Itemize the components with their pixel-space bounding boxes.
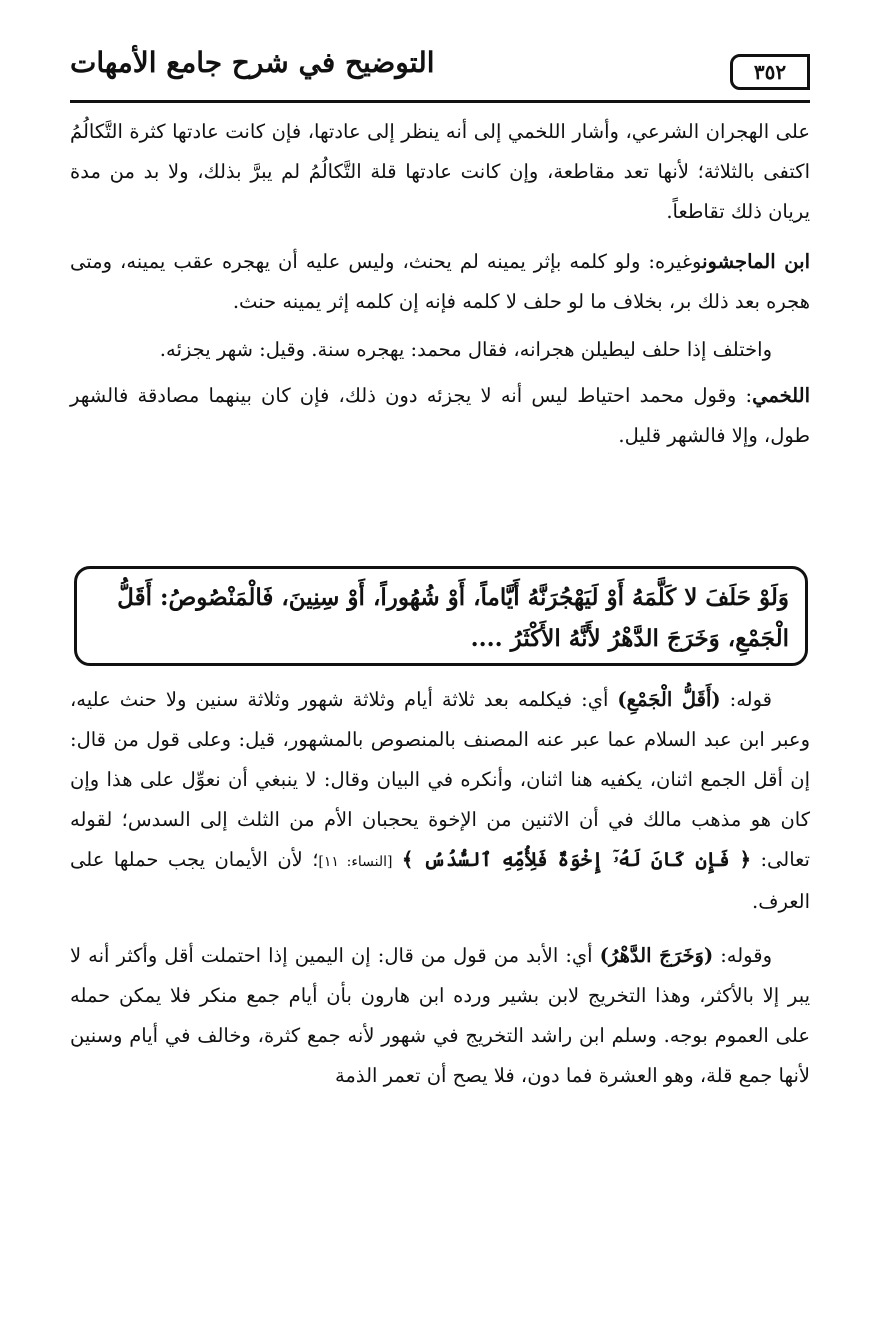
quran-verse: ﴿ فَإِن كَانَ لَهُۥٓ إِخْوَةٌ فَلِأُمِّهِ ٱلسُّدُسُ ﴾: [401, 848, 752, 871]
running-title: التوضيح في شرح جامع الأمهات: [70, 46, 435, 79]
paragraph-4-text: : وقول محمد احتياط ليس أنه لا يجزئه دون ذلك، فإن كان بينهما مصادقة فالشهر طول، وإلا فالشهر قليل.: [70, 384, 810, 447]
matn-line-2: الْجَمْعِ، وَخَرَجَ الدَّهْرُ لأَنَّهُ الأَكْثَرُ ....: [470, 625, 789, 652]
commentary-block-bottom: [70, 680, 810, 1096]
paragraph-3: واختلف إذا حلف ليطيلن هجرانه، فقال محمد: يهجره سنة. وقيل: شهر يجزئه.: [159, 338, 772, 361]
paragraph-6: [70, 936, 810, 1096]
paragraph-2-text: وغيره: ولو كلمه بإثر يمينه لم يحنث، وليس عليه أن يهجره عقب يمينه، ومتى هجره بعد ذلك بر، بخلاف ما لو حلف لا كلمه فإنه إن كلمه إثر يمينه حنث.: [70, 250, 810, 313]
scholar-name-lakhmi: اللخمي: [752, 384, 810, 407]
paragraph-5: [70, 680, 810, 922]
paragraph-2: [70, 242, 810, 322]
verse-reference: [النساء: ١١]: [318, 854, 393, 870]
header-divider: [70, 100, 810, 103]
page-number: ٣٥٢: [730, 54, 810, 90]
page-header: [70, 44, 810, 100]
paragraph-5-intro: قوله:: [720, 688, 772, 711]
quoted-term-kharaja-al-dahr: (وَخَرَجَ الدَّهْرُ): [599, 944, 714, 967]
quoted-term-aqall-al-jam: (أَقَلُّ الْجَمْعِ): [617, 688, 721, 711]
paragraph-6-intro: وقوله:: [713, 944, 772, 967]
paragraph-6-body: أي: الأبد من قول من قال: إن اليمين إذا احتملت أقل وأكثر أنه لا يبر إلا بالأكثر، وهذا التخريج لابن بشير ورده ابن هارون بأن أيام جمع منكر فلا يمكن حمله على العموم بوجه. وسلم ابن راشد التخريج في شهور لأنه جمع كثرة، وخالف في أيام وسنين لأنها جمع قلة، وهو العشرة فما دون، فلا يصح أن تعمر الذمة: [70, 944, 810, 1087]
paragraph-4: [70, 376, 810, 456]
paragraph-5-end: ؛ لأن الأيمان يجب حملها على العرف.: [70, 848, 810, 913]
scholar-name-ibn-majishun: ابن الماجشون: [702, 250, 810, 273]
matn-line-1: وَلَوْ حَلَفَ لا كَلَّمَهُ أَوْ لَيَهْجُرَنَّهُ أَيَّاماً، أَوْ شُهُوراً، أَوْ سِنِينَ، فَالْمَنْصُوصُ: أَقَلُّ: [117, 584, 789, 611]
matn-text-box: [74, 566, 808, 666]
paragraph-1: على الهجران الشرعي، وأشار اللخمي إلى أنه ينظر إلى عادتها، فإن كانت عادتها كثرة التَّكالُمُ اكتفى بالثلاثة؛ لأنها تعد مقاطعة، وإن كانت عادتها قلة التَّكالُمُ لم يبرَّ بذلك، ولا بد من مدة يريان ذلك تقاطعاً.: [70, 120, 810, 223]
paragraph-5-body: أي: فيكلمه بعد ثلاثة أيام وثلاثة شهور وثلاثة سنين ولا حنث عليه، وعبر ابن عبد السلام عما عبر عنه المصنف بالمنصوص بالمشهور، قيل: وعلى قول من قال: إن أقل الجمع اثنان، يكفيه هنا اثنان، وأنكره في البيان وقال: لا ينبغي أن نعوِّل على هذا وإن كان هو مذهب مالك في أن الاثنين من الإخوة يحجبان الأم من الثلث إلى السدس؛ لقوله تعالى:: [70, 688, 810, 871]
commentary-block-top: [70, 112, 810, 456]
